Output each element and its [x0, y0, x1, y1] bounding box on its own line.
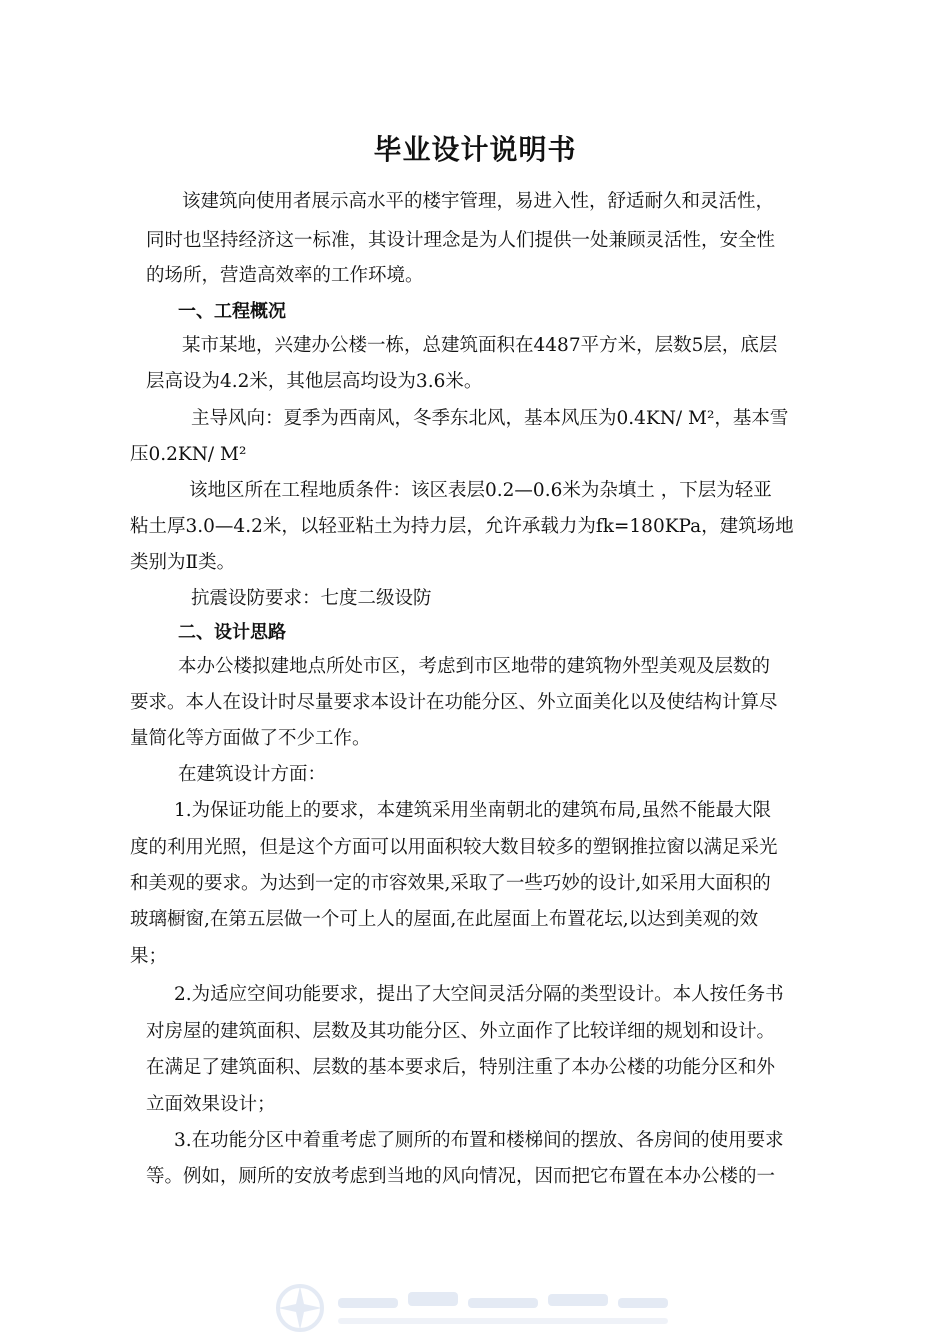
section1-p3-line-3: 类别为Ⅱ类。: [130, 552, 236, 573]
section2-p1-line-1: 本办公楼拟建地点所处市区，考虑到市区地带的建筑物外型美观及层数的: [178, 656, 771, 677]
section2-item2-line-3: 在满足了建筑面积、层数的基本要求后，特别注重了本办公楼的功能分区和外: [146, 1057, 776, 1078]
section1-heading: 一、工程概况: [178, 301, 286, 322]
section2-item3-line-2: 等。例如，厕所的安放考虑到当地的风向情况，因而把它布置在本办公楼的一: [146, 1166, 776, 1187]
section1-p2-line-2: 压0.2KN/ M²: [130, 444, 247, 465]
section1-p1-line-2: 层高设为4.2米，其他层高均设为3.6米。: [146, 371, 483, 392]
section1-p4: 抗震设防要求：七度二级设防: [191, 588, 432, 609]
section1-p3-line-1: 该地区所在工程地质条件：该区表层0.2—0.6米为杂填土 ，下层为轻亚: [189, 480, 772, 501]
section2-heading: 二、设计思路: [178, 622, 286, 643]
section2-item3-line-1: 3.在功能分区中着重考虑了厕所的布置和楼梯间的摆放、各房间的使用要求: [174, 1130, 784, 1151]
intro-line-3: 的场所，营造高效率的工作环境。: [146, 265, 424, 286]
intro-line-1: 该建筑向使用者展示高水平的楼宇管理，易进入性，舒适耐久和灵活性，: [182, 191, 775, 212]
intro-line-2: 同时也坚持经济这一标准，其设计理念是为人们提供一处兼顾灵活性，安全性: [146, 230, 776, 251]
section1-p3-line-2: 粘土厚3.0—4.2米，以轻亚粘土为持力层，允许承载力为fk=180KPa，建筑场地: [130, 516, 794, 537]
section2-item2-line-2: 对房屋的建筑面积、层数及其功能分区、外立面作了比较详细的规划和设计。: [146, 1021, 776, 1042]
watermark-logo-icon: [268, 1268, 688, 1344]
section2-item1-line-3: 和美观的要求。为达到一定的市容效果,采取了一些巧妙的设计,如采用大面积的: [130, 873, 771, 894]
section2-item2-line-4: 立面效果设计；: [146, 1094, 276, 1115]
section2-p2: 在建筑设计方面：: [178, 764, 327, 785]
section2-p1-line-2: 要求。本人在设计时尽量要求本设计在功能分区、外立面美化以及使结构计算尽: [130, 692, 778, 713]
section1-p1-line-1: 某市某地，兴建办公楼一栋，总建筑面积在4487平方米，层数5层，底层: [182, 335, 778, 356]
section2-p1-line-3: 量简化等方面做了不少工作。: [130, 728, 371, 749]
section1-p2-line-1: 主导风向：夏季为西南风，冬季东北风，基本风压为0.4KN/ M²，基本雪: [191, 408, 789, 429]
section2-item1-line-4: 玻璃橱窗,在第五层做一个可上人的屋面,在此屋面上布置花坛,以达到美观的效: [130, 909, 759, 930]
section2-item1-line-1: 1.为保证功能上的要求，本建筑采用坐南朝北的建筑布局,虽然不能最大限: [174, 800, 772, 821]
section2-item2-line-1: 2.为适应空间功能要求，提出了大空间灵活分隔的类型设计。本人按任务书: [174, 984, 784, 1005]
document-title: 毕业设计说明书: [373, 133, 577, 166]
section2-item1-line-2: 度的利用光照，但是这个方面可以用面积较大数目较多的塑钢推拉窗以满足采光: [130, 837, 778, 858]
section2-item1-line-5: 果；: [130, 946, 168, 967]
